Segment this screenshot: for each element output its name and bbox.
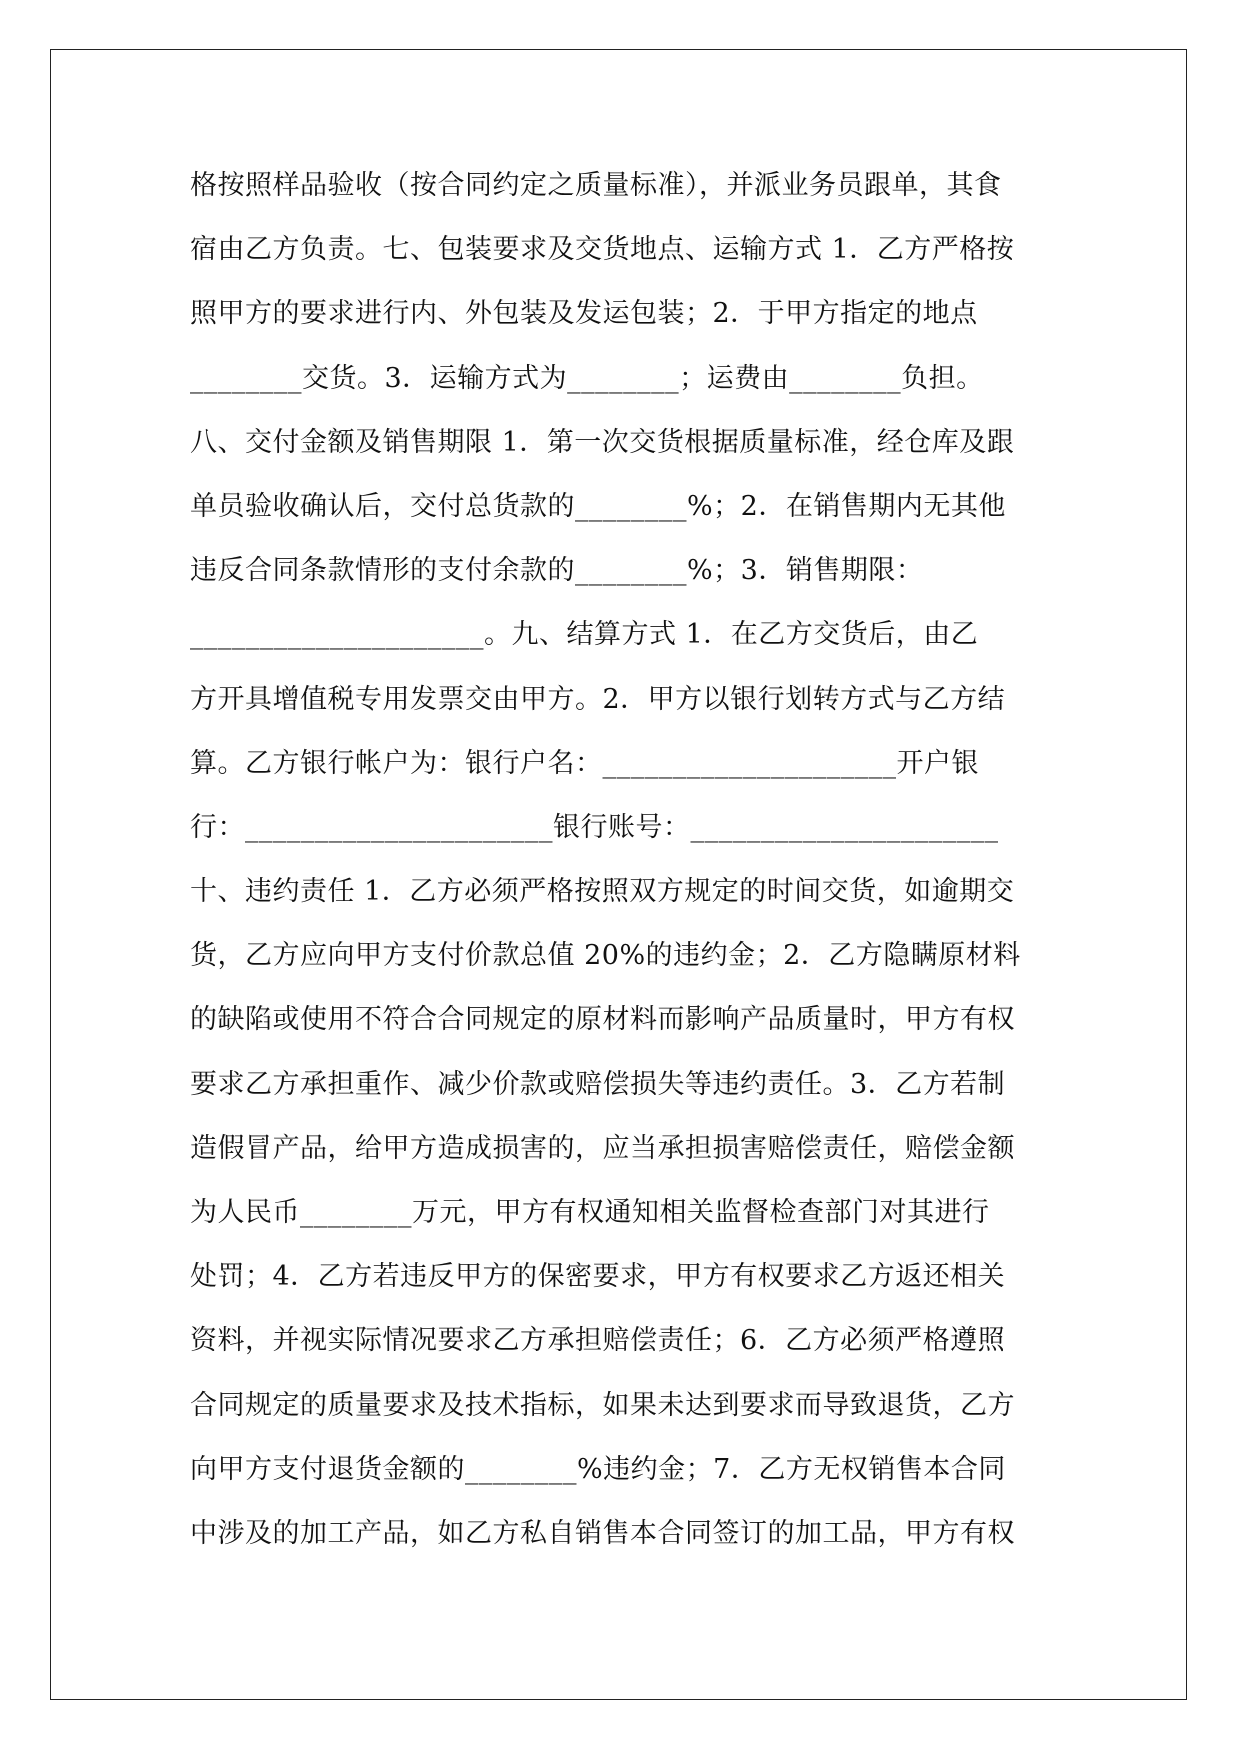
text-line: 格按照样品验收（按合同约定之质量标准），并派业务员跟单，其食 [190, 170, 1002, 201]
text-line: 照甲方的要求进行内、外包装及发运包装；2．于甲方指定的地点 [190, 298, 978, 330]
text-line: 造假冒产品，给甲方造成损害的，应当承担损害赔偿责任，赔偿金额 [190, 1132, 1015, 1164]
text-line: _____________________。九、结算方式 1．在乙方交货后，由乙 [190, 619, 979, 651]
text-line: 为人民币________万元，甲方有权通知相关监督检查部门对其进行 [190, 1197, 990, 1228]
text-line: 要求乙方承担重作、减少价款或赔偿损失等违约责任。3．乙方若制 [190, 1068, 1006, 1100]
text-line: 十、违约责任 1．乙方必须严格按照双方规定的时间交货，如逾期交 [190, 876, 1015, 908]
text-line: 向甲方支付退货金额的________%违约金；7．乙方无权销售本合同 [190, 1453, 1006, 1485]
text-line: 八、交付金额及销售期限 1．第一次交货根据质量标准，经仓库及跟 [190, 426, 1015, 458]
text-line: 算。乙方银行帐户为：银行户名：_____________________开户银 [190, 747, 979, 779]
text-line: 单员验收确认后，交付总货款的________%；2．在销售期内无其他 [190, 490, 1006, 522]
text-line: 行：______________________银行账号：______________________ [190, 811, 999, 843]
text-line: 中涉及的加工产品，如乙方私自销售本合同签订的加工品，甲方有权 [190, 1517, 1015, 1549]
document-body [190, 154, 1070, 1566]
text-line: 的缺陷或使用不符合合同规定的原材料而影响产品质量时，甲方有权 [190, 1004, 1015, 1036]
text-line: 方开具增值税专用发票交由甲方。2．甲方以银行划转方式与乙方结 [190, 683, 1006, 715]
text-line: ________交货。3．运输方式为________；运费由________负担。 [190, 362, 984, 394]
text-line: 处罚；4．乙方若违反甲方的保密要求，甲方有权要求乙方返还相关 [190, 1261, 1006, 1293]
text-line: 资料，并视实际情况要求乙方承担赔偿责任；6．乙方必须严格遵照 [190, 1325, 1006, 1357]
text-line: 宿由乙方负责。七、包装要求及交货地点、运输方式 1．乙方严格按 [190, 234, 1015, 266]
text-line: 违反合同条款情形的支付余款的________%；3．销售期限： [190, 555, 924, 587]
text-line: 合同规定的质量要求及技术指标，如果未达到要求而导致退货，乙方 [190, 1389, 1015, 1421]
text-line: 货，乙方应向甲方支付价款总值 20%的违约金；2．乙方隐瞒原材料 [190, 940, 1021, 972]
